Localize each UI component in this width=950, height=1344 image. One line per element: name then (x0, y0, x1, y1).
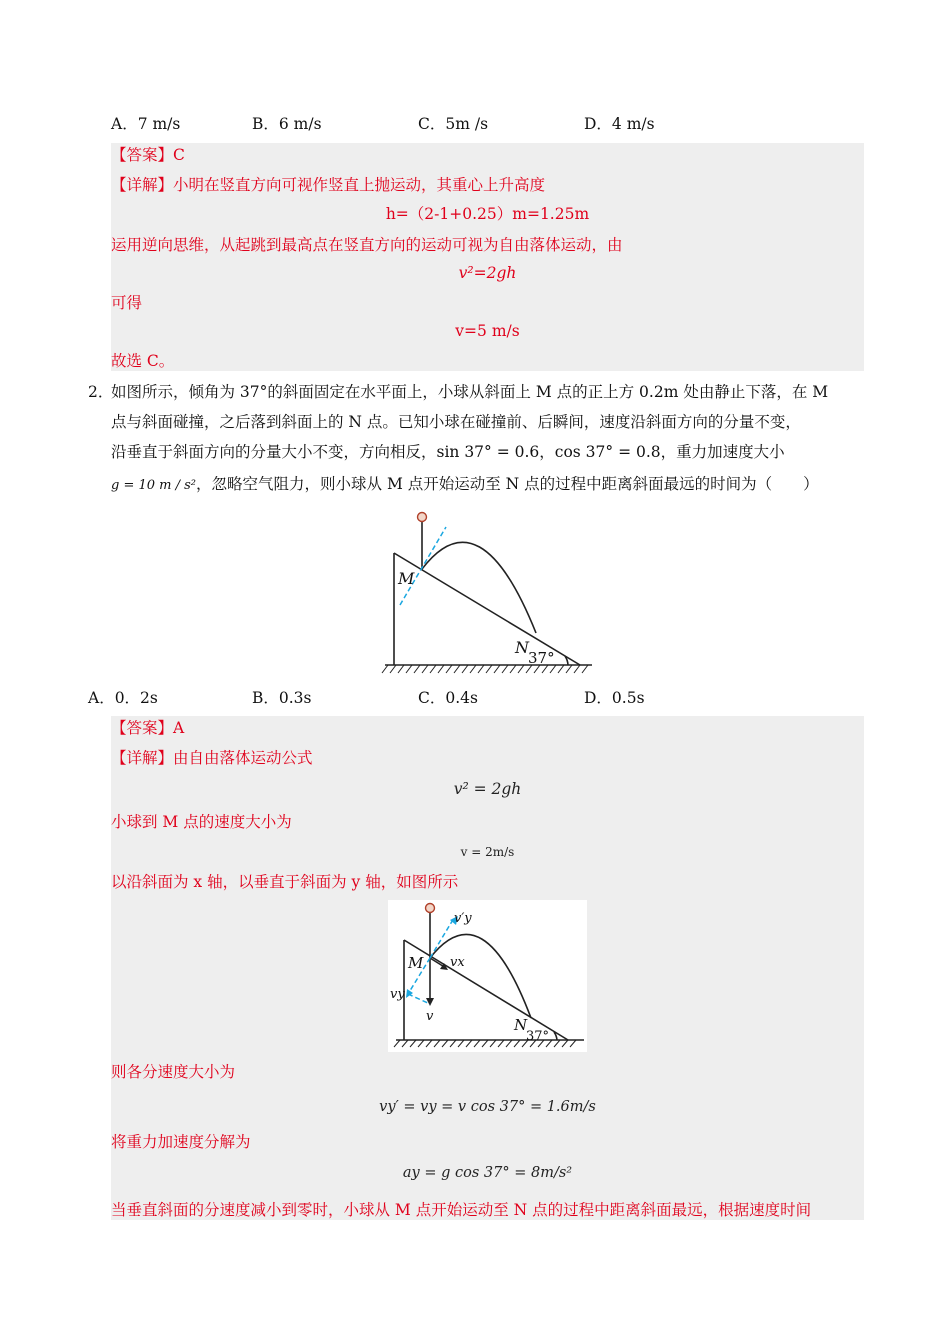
ball-icon (418, 513, 427, 522)
q2-option-b: B．0.3s (252, 689, 312, 707)
q2-stem-line2: 点与斜面碰撞，之后落到斜面上的 N 点。已知小球在碰撞前、后瞬间，速度沿斜面方向的分量不变， (111, 413, 801, 431)
q2-formula2: v = 2m/s (460, 845, 515, 859)
q2-formula4: ay = g cos 37° = 8m/s² (402, 1165, 573, 1181)
q1-formula-h: h=（2-1+0.25）m=1.25m (385, 205, 590, 223)
q1-line3: 可得 (111, 294, 143, 312)
q2-option-c: C．0.4s (418, 689, 478, 707)
label-angle: 37° (528, 649, 555, 667)
q2-option-d: D．0.5s (584, 689, 645, 707)
label-vy-prime: v′y (454, 911, 472, 926)
ball-icon (426, 904, 435, 913)
q1-detail-label: 【详解】 (111, 176, 174, 194)
q2-velocity-figure (388, 900, 587, 1052)
q2-line4: 则各分速度大小为 (111, 1063, 236, 1081)
label-n: N (515, 638, 529, 657)
q2-stem-line4 (111, 474, 819, 496)
q2-detail-text: 由自由落体运动公式 (173, 749, 313, 767)
trajectory-arc (422, 542, 536, 633)
q1-detail-text: 小明在竖直方向可视作竖直上抛运动，其重心上升高度 (173, 176, 546, 194)
q1-conclusion: 故选 C。 (111, 352, 175, 370)
q1-formula-v2: v²=2gh (458, 264, 517, 282)
label-vx: vx (450, 955, 465, 970)
q2-answer: 【答案】A (111, 719, 185, 737)
label-vy: vy (390, 987, 405, 1002)
label-v: v (426, 1009, 434, 1024)
q2-stem-line1: 如图所示，倾角为 37°的斜面固定在水平面上，小球从斜面上 M 点的正上方 0.2m 处由静止下落，在 M (111, 383, 829, 401)
q2-line6: 当垂直斜面的分速度减小到零时，小球从 M 点开始运动至 N 点的过程中距离斜面最远，根据速度时间 (111, 1201, 812, 1219)
q2-g-value: g = 10 m / s² (111, 478, 197, 493)
label-m: M (408, 954, 424, 972)
q2-incline-figure (380, 505, 605, 680)
q2-line3: 以沿斜面为 x 轴，以垂直于斜面为 y 轴，如图所示 (111, 873, 459, 891)
q1-option-d: D．4 m/s (584, 115, 655, 133)
q2-option-a: A．0．2s (88, 689, 158, 707)
q2-number: 2． (88, 383, 114, 401)
q2-stem-line4-text: ，忽略空气阻力，则小球从 M 点开始运动至 N 点的过程中距离斜面最远的时间为（ ） (196, 475, 819, 493)
q1-formula-v: v=5 m/s (455, 322, 520, 340)
label-m: M (398, 569, 415, 588)
q1-detail (111, 175, 545, 195)
normal-dashed-line (400, 527, 446, 605)
label-n: N (514, 1016, 528, 1034)
q2-line5: 将重力加速度分解为 (111, 1133, 251, 1151)
q2-line2: 小球到 M 点的速度大小为 (111, 813, 292, 831)
label-angle: 37° (526, 1029, 550, 1044)
q1-option-b: B．6 m/s (252, 115, 322, 133)
q1-answer: 【答案】C (111, 146, 185, 164)
q2-detail (111, 748, 313, 768)
q2-formula3: vy′ = vy = v cos 37° = 1.6m/s (379, 1099, 596, 1115)
q1-line2: 运用逆向思维，从起跳到最高点在竖直方向的运动可视为自由落体运动，由 (111, 236, 623, 254)
q1-option-a: A．7 m/s (111, 115, 181, 133)
q2-formula1: v² = 2gh (453, 780, 522, 798)
q2-stem-line3: 沿垂直于斜面方向的分量大小不变，方向相反，sin 37° = 0.6，cos 37° = 0.8，重力加速度大小 (111, 443, 785, 461)
q2-detail-label: 【详解】 (111, 749, 174, 767)
q1-option-c: C．5m /s (418, 115, 489, 133)
